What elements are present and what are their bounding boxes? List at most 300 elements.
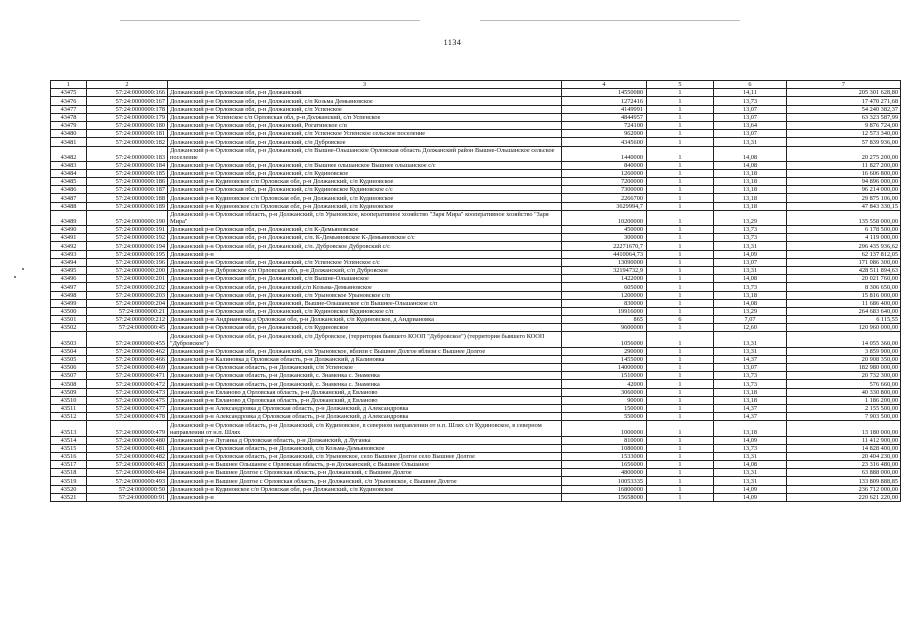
area-value-cell: 7200000 bbox=[562, 178, 647, 186]
table-row bbox=[51, 364, 901, 372]
cadastral-number-cell: 57:24:0000000:481 bbox=[87, 444, 168, 452]
cadastral-number-cell: 57:24:0000000:181 bbox=[87, 130, 168, 138]
specific-value-cell: 13,73 bbox=[714, 444, 787, 452]
table-row bbox=[51, 97, 901, 105]
table-row bbox=[51, 275, 901, 283]
row-number-cell: 43513 bbox=[51, 421, 87, 436]
row-number-cell: 43475 bbox=[51, 89, 87, 97]
area-value-cell: 4345600 bbox=[562, 138, 647, 146]
group-value-cell: 1 bbox=[647, 477, 714, 485]
group-value-cell: 1 bbox=[647, 161, 714, 169]
address-description-cell: Должанский р-н Орловская обл, р-н Должанский, с/п Кудиновское Кудиновское с/п bbox=[168, 307, 562, 315]
area-value-cell: 1260000 bbox=[562, 169, 647, 177]
cadastral-number-cell: 57:24:0000000:483 bbox=[87, 461, 168, 469]
table-row bbox=[51, 194, 901, 202]
cadastral-value-cell: 6 115,55 bbox=[787, 316, 901, 324]
cadastral-number-cell: 57:24:0000000:203 bbox=[87, 291, 168, 299]
specific-value-cell: 13,18 bbox=[714, 178, 787, 186]
row-number-cell: 43487 bbox=[51, 194, 87, 202]
specific-value-cell: 14,09 bbox=[714, 250, 787, 258]
specific-value-cell: 13,18 bbox=[714, 388, 787, 396]
address-description-cell: Должанский р-н Орловская обл, р-н Должанский, с/п Дубровское, (территория бывшего КООП "Дубровское") (территория бывшего КООП "Дубровское") bbox=[168, 332, 562, 347]
row-number-cell: 43506 bbox=[51, 364, 87, 372]
cadastral-value-cell: 7 903 500,00 bbox=[787, 413, 901, 421]
cadastral-table-container bbox=[50, 80, 900, 502]
cadastral-value-cell: 133 809 888,85 bbox=[787, 477, 901, 485]
group-value-cell: 1 bbox=[647, 250, 714, 258]
specific-value-cell: 13,31 bbox=[714, 347, 787, 355]
cadastral-value-cell: 20 021 760,00 bbox=[787, 275, 901, 283]
row-number-cell: 43514 bbox=[51, 436, 87, 444]
cadastral-value-cell: 3 859 900,00 bbox=[787, 347, 901, 355]
group-value-cell: 1 bbox=[647, 421, 714, 436]
cadastral-value-cell: 11 412 900,00 bbox=[787, 436, 901, 444]
specific-value-cell: 13,18 bbox=[714, 396, 787, 404]
row-number-cell: 43479 bbox=[51, 121, 87, 129]
specific-value-cell: 14,11 bbox=[714, 89, 787, 97]
group-value-cell: 1 bbox=[647, 275, 714, 283]
group-value-cell: 1 bbox=[647, 396, 714, 404]
row-number-cell: 43512 bbox=[51, 413, 87, 421]
area-value-cell: 605000 bbox=[562, 283, 647, 291]
address-description-cell: Должанский р-н Орловская обл, р-н Должанский, с/п Кудиновское bbox=[168, 169, 562, 177]
scan-speck bbox=[14, 276, 16, 278]
cadastral-number-cell: 57:24:0000000:482 bbox=[87, 452, 168, 460]
cadastral-number-cell: 57:24:0000000:188 bbox=[87, 194, 168, 202]
area-value-cell: 1440000 bbox=[562, 146, 647, 161]
cadastral-value-cell: 182 980 000,00 bbox=[787, 364, 901, 372]
column-header: 7 bbox=[787, 81, 901, 89]
table-row bbox=[51, 121, 901, 129]
row-number-cell: 43485 bbox=[51, 178, 87, 186]
cadastral-value-cell: 15 816 000,00 bbox=[787, 291, 901, 299]
row-number-cell: 43496 bbox=[51, 275, 87, 283]
table-row bbox=[51, 485, 901, 493]
specific-value-cell: 13,18 bbox=[714, 186, 787, 194]
cadastral-number-cell: 57:24:0000000:184 bbox=[87, 161, 168, 169]
specific-value-cell: 14,37 bbox=[714, 404, 787, 412]
area-value-cell: 19916000 bbox=[562, 307, 647, 315]
table-row bbox=[51, 436, 901, 444]
area-value-cell: 15658000 bbox=[562, 493, 647, 501]
row-number-cell: 43483 bbox=[51, 161, 87, 169]
address-description-cell: Должанский р-н Орловская обл, р-н Должанский, с/п Вышне-Ольшанское bbox=[168, 275, 562, 283]
cadastral-number-cell: 57:24:0000000:212 bbox=[87, 316, 168, 324]
area-value-cell: 724100 bbox=[562, 121, 647, 129]
cadastral-number-cell: 57:24:0000000:166 bbox=[87, 89, 168, 97]
specific-value-cell: 14,09 bbox=[714, 493, 787, 501]
group-value-cell: 1 bbox=[647, 89, 714, 97]
cadastral-value-cell: 4 119 000,00 bbox=[787, 234, 901, 242]
area-value-cell: 1656000 bbox=[562, 461, 647, 469]
cadastral-value-cell: 40 330 800,00 bbox=[787, 388, 901, 396]
column-header: 4 bbox=[562, 81, 647, 89]
area-value-cell: 550000 bbox=[562, 413, 647, 421]
group-value-cell: 1 bbox=[647, 324, 714, 332]
address-description-cell: Должанский р-н Александровка д Орловская область, р-н Должанский, д Александровка bbox=[168, 413, 562, 421]
group-value-cell: 1 bbox=[647, 194, 714, 202]
table-row bbox=[51, 242, 901, 250]
specific-value-cell: 14,08 bbox=[714, 146, 787, 161]
area-value-cell: 4844957 bbox=[562, 113, 647, 121]
table-row bbox=[51, 444, 901, 452]
specific-value-cell: 13,18 bbox=[714, 169, 787, 177]
group-value-cell: 1 bbox=[647, 444, 714, 452]
address-description-cell: Должанский р-н Успенское с/п Орловская обл, р-н Должанский, с/п Успенское bbox=[168, 113, 562, 121]
address-description-cell: Должанский р-н Орловская обл, р-н Должанский, с/п Козьма Демьяновское bbox=[168, 97, 562, 105]
address-description-cell: Должанский р-н Орловская обл, р-н Должанский, с/п К-Демьяновское bbox=[168, 226, 562, 234]
row-number-cell: 43516 bbox=[51, 452, 87, 460]
table-row bbox=[51, 461, 901, 469]
address-description-cell: Должанский р-н Вышнее Ольшаное с Орловская область, р-н Должанский, с Вышнее Ольшаное bbox=[168, 461, 562, 469]
group-value-cell: 1 bbox=[647, 242, 714, 250]
specific-value-cell: 13,29 bbox=[714, 210, 787, 225]
specific-value-cell: 13,18 bbox=[714, 202, 787, 210]
row-number-cell: 43497 bbox=[51, 283, 87, 291]
group-value-cell: 1 bbox=[647, 307, 714, 315]
specific-value-cell: 13,07 bbox=[714, 258, 787, 266]
table-row bbox=[51, 469, 901, 477]
table-row bbox=[51, 372, 901, 380]
cadastral-number-cell: 57:24:0000000:480 bbox=[87, 436, 168, 444]
table-row bbox=[51, 105, 901, 113]
table-row bbox=[51, 169, 901, 177]
area-value-cell: 865 bbox=[562, 316, 647, 324]
cadastral-value-cell: 11 827 200,00 bbox=[787, 161, 901, 169]
cadastral-number-cell: 57:24:0000000:473 bbox=[87, 388, 168, 396]
address-description-cell: Должанский р-н Орловская обл, р-н Должанский, с/п Вышнее ольшанское Вышнее ольшанское с/с bbox=[168, 161, 562, 169]
cadastral-value-cell: 17 470 271,68 bbox=[787, 97, 901, 105]
cadastral-value-cell: 20 275 200,00 bbox=[787, 146, 901, 161]
cadastral-value-cell: 23 316 480,00 bbox=[787, 461, 901, 469]
row-number-cell: 43477 bbox=[51, 105, 87, 113]
specific-value-cell: 13,07 bbox=[714, 364, 787, 372]
cadastral-number-cell: 57:24:0000000:21 bbox=[87, 307, 168, 315]
specific-value-cell: 13,07 bbox=[714, 113, 787, 121]
area-value-cell: 32194732,9 bbox=[562, 266, 647, 274]
group-value-cell: 1 bbox=[647, 186, 714, 194]
row-number-cell: 43511 bbox=[51, 404, 87, 412]
cadastral-value-cell: 63 888 000,00 bbox=[787, 469, 901, 477]
cadastral-number-cell: 57:24:0000000:194 bbox=[87, 242, 168, 250]
group-value-cell: 1 bbox=[647, 355, 714, 363]
area-value-cell: 16800000 bbox=[562, 485, 647, 493]
specific-value-cell: 13,31 bbox=[714, 469, 787, 477]
group-value-cell: 1 bbox=[647, 210, 714, 225]
group-value-cell: 1 bbox=[647, 461, 714, 469]
address-description-cell: Должанский р-н Орловская обл, р-н Должанский, с/п Вышне-Ольшанское Орловская область Должанский район Вышне-Ольшанское сельское поселение bbox=[168, 146, 562, 161]
cadastral-number-cell: 57:24:0000000:201 bbox=[87, 275, 168, 283]
group-value-cell: 6 bbox=[647, 316, 714, 324]
specific-value-cell: 13,31 bbox=[714, 266, 787, 274]
cadastral-number-cell: 57:24:0000000:191 bbox=[87, 226, 168, 234]
area-value-cell: 1455000 bbox=[562, 355, 647, 363]
address-description-cell: Должанский р-н Орловская обл, р-н Должанский, с/п Дубровское bbox=[168, 138, 562, 146]
address-description-cell: Должанский р-н Орловская обл, р-н Должанский, с/п. Дубровское Дубровский с/с bbox=[168, 242, 562, 250]
column-header: 6 bbox=[714, 81, 787, 89]
row-number-cell: 43517 bbox=[51, 461, 87, 469]
table-row bbox=[51, 332, 901, 347]
group-value-cell: 1 bbox=[647, 299, 714, 307]
group-value-cell: 1 bbox=[647, 452, 714, 460]
table-row bbox=[51, 477, 901, 485]
cadastral-value-cell: 94 896 000,00 bbox=[787, 178, 901, 186]
group-value-cell: 1 bbox=[647, 258, 714, 266]
cadastral-value-cell: 54 240 382,37 bbox=[787, 105, 901, 113]
cadastral-value-cell: 11 686 400,00 bbox=[787, 299, 901, 307]
cadastral-number-cell: 57:24:0000000:200 bbox=[87, 266, 168, 274]
cadastral-number-cell: 57:24:0000000:462 bbox=[87, 347, 168, 355]
address-description-cell: Должанский р-н Орловская обл, р-н Должанский, с/п Кудиновское Кудиновское с/с bbox=[168, 186, 562, 194]
column-header: 3 bbox=[168, 81, 562, 89]
area-value-cell: 14550080 bbox=[562, 89, 647, 97]
page-number: 1134 bbox=[443, 38, 462, 47]
specific-value-cell: 14,09 bbox=[714, 485, 787, 493]
area-value-cell: 840000 bbox=[562, 161, 647, 169]
group-value-cell: 1 bbox=[647, 332, 714, 347]
cadastral-value-cell: 96 214 000,00 bbox=[787, 186, 901, 194]
table-row bbox=[51, 347, 901, 355]
address-description-cell: Должанский р-н Орловская обл, р-н Должанский, Рогатинское с/п bbox=[168, 121, 562, 129]
row-number-cell: 43509 bbox=[51, 388, 87, 396]
specific-value-cell: 13,18 bbox=[714, 421, 787, 436]
cadastral-number-cell: 57:24:0000000:186 bbox=[87, 178, 168, 186]
table-body bbox=[51, 89, 901, 502]
area-value-cell: 7300000 bbox=[562, 186, 647, 194]
specific-value-cell: 14,08 bbox=[714, 275, 787, 283]
address-description-cell: Должанский р-н Орловская обл, р-н Должанский, с/п Успенское Успенское сельское поселение bbox=[168, 130, 562, 138]
cadastral-number-cell: 57:24:0000000:455 bbox=[87, 332, 168, 347]
address-description-cell: Должанский р-н Кудиновское с/п Орловская обл, р-н Должанский, с/п Кудиновское bbox=[168, 178, 562, 186]
row-number-cell: 43492 bbox=[51, 242, 87, 250]
cadastral-value-cell: 63 323 587,99 bbox=[787, 113, 901, 121]
cadastral-value-cell: 13 180 000,00 bbox=[787, 421, 901, 436]
area-value-cell: 1200000 bbox=[562, 291, 647, 299]
table-row bbox=[51, 316, 901, 324]
specific-value-cell: 14,08 bbox=[714, 461, 787, 469]
area-value-cell: 450000 bbox=[562, 226, 647, 234]
scan-artifact-line bbox=[480, 20, 740, 21]
cadastral-value-cell: 29 875 106,00 bbox=[787, 194, 901, 202]
row-number-cell: 43519 bbox=[51, 477, 87, 485]
cadastral-number-cell: 57:24:0000000:187 bbox=[87, 186, 168, 194]
area-value-cell: 962000 bbox=[562, 130, 647, 138]
address-description-cell: Должанский р-н Орловская область, р-н Должанский, с/п Урыновское, кооперативное хозяйство "Заря Мира" кооперативное хозяйство "Заря Мира" bbox=[168, 210, 562, 225]
table-row bbox=[51, 421, 901, 436]
group-value-cell: 1 bbox=[647, 436, 714, 444]
group-value-cell: 1 bbox=[647, 113, 714, 121]
address-description-cell: Должанский р-н Орловская область, р-н Должанский, с/п Кудиновское, в северном направлении от н.п. Шлях с/п Кудиновское, в северном направлении от н.п. Шлях bbox=[168, 421, 562, 436]
address-description-cell: Должанский р-н Евланово д Орловская область, р-н Должанский, д Евланово bbox=[168, 396, 562, 404]
cadastral-number-cell: 57:24:0000000:475 bbox=[87, 396, 168, 404]
group-value-cell: 1 bbox=[647, 469, 714, 477]
cadastral-number-cell: 57:24:0000000:479 bbox=[87, 421, 168, 436]
row-number-cell: 43476 bbox=[51, 97, 87, 105]
column-header: 1 bbox=[51, 81, 87, 89]
specific-value-cell: 13,29 bbox=[714, 307, 787, 315]
cadastral-value-cell: 14 828 400,00 bbox=[787, 444, 901, 452]
specific-value-cell: 13,73 bbox=[714, 380, 787, 388]
address-description-cell: Должанский р-н Вышнее Долгое с Орловская область, р-н Должанский, с Вышнее Долгое bbox=[168, 469, 562, 477]
cadastral-value-cell: 20 732 300,00 bbox=[787, 372, 901, 380]
table-row bbox=[51, 493, 901, 501]
area-value-cell: 3060000 bbox=[562, 388, 647, 396]
table-row bbox=[51, 186, 901, 194]
row-number-cell: 43490 bbox=[51, 226, 87, 234]
cadastral-value-cell: 62 137 812,05 bbox=[787, 250, 901, 258]
scan-artifact-line bbox=[120, 20, 420, 21]
cadastral-number-cell: 57:24:0000000:183 bbox=[87, 146, 168, 161]
address-description-cell: Должанский р-н Орловская область, р-н Должанский, с/п Урыновское, село Вышнее Долгое село Вышнее Долгое bbox=[168, 452, 562, 460]
cadastral-number-cell: 57:24:0000000:91 bbox=[87, 493, 168, 501]
table-row bbox=[51, 299, 901, 307]
group-value-cell: 1 bbox=[647, 388, 714, 396]
table-header-row bbox=[51, 81, 901, 89]
cadastral-value-cell: 576 660,00 bbox=[787, 380, 901, 388]
group-value-cell: 1 bbox=[647, 364, 714, 372]
table-row bbox=[51, 234, 901, 242]
cadastral-number-cell: 57:24:0000000:477 bbox=[87, 404, 168, 412]
group-value-cell: 1 bbox=[647, 266, 714, 274]
group-value-cell: 1 bbox=[647, 404, 714, 412]
table-row bbox=[51, 291, 901, 299]
cadastral-number-cell: 57:24:0000000:493 bbox=[87, 477, 168, 485]
address-description-cell: Должанский р-н Андриановка д Орловская обл, р-н Должанский, с/п Кудиновское, д Андриановка bbox=[168, 316, 562, 324]
area-value-cell: 1510000 bbox=[562, 372, 647, 380]
area-value-cell: 4800000 bbox=[562, 469, 647, 477]
row-number-cell: 43515 bbox=[51, 444, 87, 452]
specific-value-cell: 13,18 bbox=[714, 291, 787, 299]
group-value-cell: 1 bbox=[647, 380, 714, 388]
area-value-cell: 1056000 bbox=[562, 332, 647, 347]
row-number-cell: 43508 bbox=[51, 380, 87, 388]
cadastral-value-cell: 14 055 360,00 bbox=[787, 332, 901, 347]
cadastral-value-cell: 20 404 230,00 bbox=[787, 452, 901, 460]
group-value-cell: 1 bbox=[647, 234, 714, 242]
area-value-cell: 14000000 bbox=[562, 364, 647, 372]
area-value-cell: 42000 bbox=[562, 380, 647, 388]
table-row bbox=[51, 178, 901, 186]
specific-value-cell: 13,31 bbox=[714, 332, 787, 347]
row-number-cell: 43501 bbox=[51, 316, 87, 324]
row-number-cell: 43493 bbox=[51, 250, 87, 258]
address-description-cell: Должанский р-н bbox=[168, 250, 562, 258]
address-description-cell: Должанский р-н bbox=[168, 493, 562, 501]
table-row bbox=[51, 210, 901, 225]
cadastral-value-cell: 236 712 000,00 bbox=[787, 485, 901, 493]
specific-value-cell: 12,60 bbox=[714, 324, 787, 332]
area-value-cell: 830000 bbox=[562, 299, 647, 307]
cadastral-number-cell: 57:24:0000000:472 bbox=[87, 380, 168, 388]
specific-value-cell: 13,31 bbox=[714, 477, 787, 485]
area-value-cell: 290000 bbox=[562, 347, 647, 355]
table-row bbox=[51, 202, 901, 210]
specific-value-cell: 13,64 bbox=[714, 121, 787, 129]
table-row bbox=[51, 89, 901, 97]
group-value-cell: 1 bbox=[647, 372, 714, 380]
area-value-cell: 1080000 bbox=[562, 444, 647, 452]
cadastral-number-cell: 57:24:0000000:478 bbox=[87, 413, 168, 421]
area-value-cell: 3629994,7 bbox=[562, 202, 647, 210]
specific-value-cell: 13,07 bbox=[714, 105, 787, 113]
address-description-cell: Должанский р-н Кудиновское с/п Орловская обл, р-н Должанский, с/п Кудиновское bbox=[168, 485, 562, 493]
row-number-cell: 43480 bbox=[51, 130, 87, 138]
table-row bbox=[51, 146, 901, 161]
group-value-cell: 1 bbox=[647, 146, 714, 161]
specific-value-cell: 14,09 bbox=[714, 436, 787, 444]
area-value-cell: 13090000 bbox=[562, 258, 647, 266]
area-value-cell: 10053335 bbox=[562, 477, 647, 485]
specific-value-cell: 13,18 bbox=[714, 194, 787, 202]
cadastral-value-cell: 2 155 500,00 bbox=[787, 404, 901, 412]
cadastral-number-cell: 57:24:0000000:50 bbox=[87, 485, 168, 493]
group-value-cell: 1 bbox=[647, 130, 714, 138]
table-row bbox=[51, 404, 901, 412]
area-value-cell: 10200000 bbox=[562, 210, 647, 225]
row-number-cell: 43498 bbox=[51, 291, 87, 299]
column-header: 5 bbox=[647, 81, 714, 89]
specific-value-cell: 13,73 bbox=[714, 372, 787, 380]
cadastral-number-cell: 57:24:0000000:202 bbox=[87, 283, 168, 291]
address-description-cell: Должанский р-н Орловская обл, р-н Должанский, с/п Успенское Успенское с/с bbox=[168, 258, 562, 266]
cadastral-number-cell: 57:24:0000000:204 bbox=[87, 299, 168, 307]
address-description-cell: Должанский р-н Вышнее Долгое с Орловская область, р-н Должанский, с/п Урыновское, с Вышнее Долгое bbox=[168, 477, 562, 485]
cadastral-value-cell: 6 178 500,00 bbox=[787, 226, 901, 234]
cadastral-value-cell: 220 621 220,00 bbox=[787, 493, 901, 501]
row-number-cell: 43520 bbox=[51, 485, 87, 493]
area-value-cell: 22271670,7 bbox=[562, 242, 647, 250]
row-number-cell: 43478 bbox=[51, 113, 87, 121]
cadastral-number-cell: 57:24:0000000:189 bbox=[87, 202, 168, 210]
area-value-cell: 1272416 bbox=[562, 97, 647, 105]
group-value-cell: 1 bbox=[647, 291, 714, 299]
group-value-cell: 1 bbox=[647, 138, 714, 146]
specific-value-cell: 14,37 bbox=[714, 413, 787, 421]
cadastral-number-cell: 57:24:0000000:469 bbox=[87, 364, 168, 372]
cadastral-value-cell: 1 186 200,00 bbox=[787, 396, 901, 404]
table-row bbox=[51, 307, 901, 315]
address-description-cell: Должанский р-н Орловская обл, р-н Должанский, с/п. К-Демьяновское К-Демьяновское с/с bbox=[168, 234, 562, 242]
cadastral-number-cell: 57:24:0000000:45 bbox=[87, 324, 168, 332]
row-number-cell: 43503 bbox=[51, 332, 87, 347]
table-row bbox=[51, 283, 901, 291]
specific-value-cell: 13,73 bbox=[714, 234, 787, 242]
group-value-cell: 1 bbox=[647, 178, 714, 186]
table-row bbox=[51, 130, 901, 138]
cadastral-number-cell: 57:24:0000000:179 bbox=[87, 113, 168, 121]
specific-value-cell: 14,37 bbox=[714, 355, 787, 363]
cadastral-number-cell: 57:24:0000000:178 bbox=[87, 105, 168, 113]
specific-value-cell: 13,31 bbox=[714, 138, 787, 146]
area-value-cell: 1533000 bbox=[562, 452, 647, 460]
column-header: 2 bbox=[87, 81, 168, 89]
address-description-cell: Должанский р-н Орловская обл, р-н Должанский, с/п Успенское bbox=[168, 105, 562, 113]
row-number-cell: 43505 bbox=[51, 355, 87, 363]
group-value-cell: 1 bbox=[647, 97, 714, 105]
row-number-cell: 43494 bbox=[51, 258, 87, 266]
row-number-cell: 43518 bbox=[51, 469, 87, 477]
row-number-cell: 43499 bbox=[51, 299, 87, 307]
row-number-cell: 43500 bbox=[51, 307, 87, 315]
area-value-cell: 90000 bbox=[562, 396, 647, 404]
address-description-cell: Должанский р-н Орловская обл, р-н Должанский, с/п Кудиновское bbox=[168, 324, 562, 332]
row-number-cell: 43484 bbox=[51, 169, 87, 177]
row-number-cell: 43491 bbox=[51, 234, 87, 242]
cadastral-value-cell: 9 876 724,00 bbox=[787, 121, 901, 129]
area-value-cell: 1422000 bbox=[562, 275, 647, 283]
group-value-cell: 1 bbox=[647, 121, 714, 129]
group-value-cell: 1 bbox=[647, 202, 714, 210]
